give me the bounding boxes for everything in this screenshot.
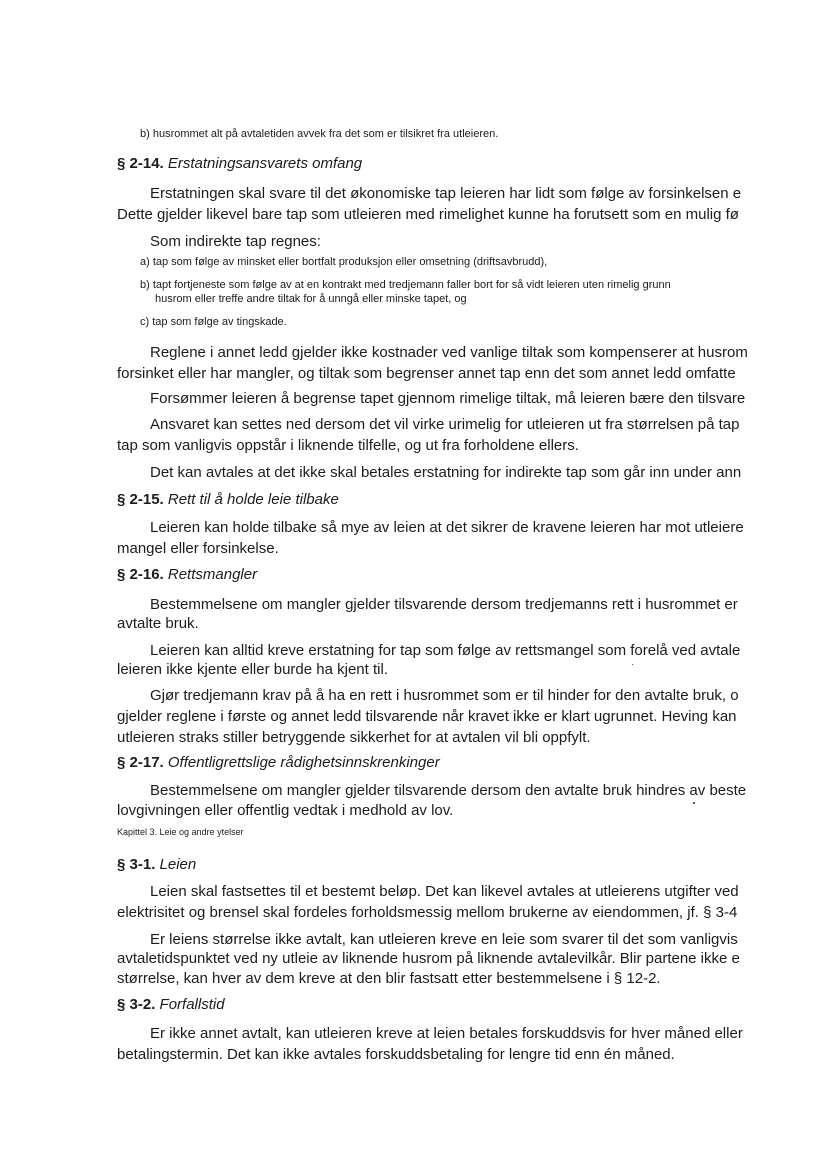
section-title: Rett til å holde leie tilbake xyxy=(167,491,339,508)
list-item-line: b) husrommet alt på avtaletiden avvek fra det som er tilsikret fra utleieren. xyxy=(140,128,499,140)
section-number: § 3-2. xyxy=(117,996,156,1013)
scan-speck xyxy=(632,664,633,665)
paragraph-line: forsinket eller har mangler, og tiltak som begrenser annet tap enn det som annet ledd omfatte xyxy=(117,365,736,382)
paragraph-line: Erstatningen skal svare til det økonomiske tap leieren har lidt som følge av forsinkelsen e xyxy=(150,185,742,202)
paragraph-line: avtalte bruk. xyxy=(117,615,199,632)
list-item-line: b) tapt fortjeneste som følge av at en kontrakt med tredjemann faller bort for så vidt leieren uten rimelig grunn xyxy=(140,279,671,291)
chapter-label: Kapittel 3. Leie og andre ytelser xyxy=(117,827,244,837)
paragraph-line: avtaletidspunktet ved ny utleie av liknende husrom på liknende avtalevilkår. Blir partene ikke e xyxy=(117,950,740,967)
paragraph-line: leieren ikke kjente eller burde ha kjent til. xyxy=(117,661,388,678)
section-number: § 2-16. xyxy=(117,566,164,583)
section-title: Forfallstid xyxy=(159,996,225,1013)
paragraph-line: Leien skal fastsettes til et bestemt beløp. Det kan likevel avtales at utleierens utgifter ved xyxy=(150,883,739,900)
section-heading xyxy=(117,491,339,508)
section-number: § 3-1. xyxy=(117,856,156,873)
paragraph-line: utleieren straks stiller betryggende sikkerhet for at avtalen vil bli oppfylt. xyxy=(117,729,591,746)
paragraph-line: Reglene i annet ledd gjelder ikke kostnader ved vanlige tiltak som kompenserer at husrom xyxy=(150,344,748,361)
paragraph-line: elektrisitet og brensel skal fordeles forholdsmessig mellom brukerne av eiendommen, jf. § 3-4 xyxy=(117,904,738,921)
paragraph-line: gjelder reglene i første og annet ledd tilsvarende når kravet ikke er klart ugrunnet. Heving kan xyxy=(117,708,737,725)
paragraph-line: lovgivningen eller offentlig vedtak i medhold av lov. xyxy=(117,802,454,819)
section-heading xyxy=(117,856,196,873)
paragraph-line: Som indirekte tap regnes: xyxy=(150,233,321,250)
section-number: § 2-17. xyxy=(117,754,164,771)
paragraph-line: Gjør tredjemann krav på å ha en rett i husrommet som er til hinder for den avtalte bruk, o xyxy=(150,687,739,704)
list-item-line: a) tap som følge av minsket eller bortfalt produksjon eller omsetning (driftsavbrudd), xyxy=(140,256,548,268)
paragraph-line: Det kan avtales at det ikke skal betales erstatning for indirekte tap som går inn under ann xyxy=(150,464,742,481)
list-item-line: c) tap som følge av tingskade. xyxy=(140,316,287,328)
paragraph-line: Bestemmelsene om mangler gjelder tilsvarende dersom den avtalte bruk hindres av beste xyxy=(150,782,747,799)
section-heading xyxy=(117,566,257,583)
paragraph-line: Bestemmelsene om mangler gjelder tilsvarende dersom tredjemanns rett i husrommet er xyxy=(150,596,738,613)
paragraph-line: betalingstermin. Det kan ikke avtales forskuddsbetaling for lengre tid enn én måned. xyxy=(117,1046,675,1063)
paragraph-line: tap som vanligvis oppstår i liknende tilfelle, og ut fra forholdene ellers. xyxy=(117,437,579,454)
section-number: § 2-15. xyxy=(117,491,164,508)
paragraph-line: mangel eller forsinkelse. xyxy=(117,540,279,557)
paragraph-line: Forsømmer leieren å begrense tapet gjennom rimelige tiltak, må leieren bære den tilsvare xyxy=(150,390,746,407)
section-title: Rettsmangler xyxy=(167,566,258,583)
section-title: Offentligrettslige rådighetsinnskrenkinger xyxy=(167,754,440,771)
paragraph-line: Leieren kan alltid kreve erstatning for tap som følge av rettsmangel som forelå ved avtale xyxy=(150,642,741,659)
paragraph-line: Dette gjelder likevel bare tap som utleieren med rimelighet kunne ha forutsett som en mulig fø xyxy=(117,206,739,223)
section-title: Erstatningsansvarets omfang xyxy=(167,155,363,172)
paragraph-line: Er ikke annet avtalt, kan utleieren kreve at leien betales forskuddsvis for hver måned eller xyxy=(150,1025,743,1042)
section-title: Leien xyxy=(159,856,197,873)
paragraph-line: størrelse, kan hver av dem kreve at den blir fastsatt etter bestemmelsene i § 12-2. xyxy=(117,970,661,987)
section-heading xyxy=(117,155,362,172)
scan-speck xyxy=(693,802,695,804)
section-heading xyxy=(117,996,225,1013)
paragraph-line: Er leiens størrelse ikke avtalt, kan utleieren kreve en leie som svarer til det som vanligvis xyxy=(150,931,738,948)
paragraph-line: Leieren kan holde tilbake så mye av leien at det sikrer de kravene leieren har mot utleiere xyxy=(150,519,744,536)
section-heading xyxy=(117,754,440,771)
paragraph-line: Ansvaret kan settes ned dersom det vil virke urimelig for utleieren ut fra størrelsen på tap xyxy=(150,416,740,433)
list-item-line: husrom eller treffe andre tiltak for å unngå eller minske tapet, og xyxy=(155,293,467,305)
section-number: § 2-14. xyxy=(117,155,164,172)
